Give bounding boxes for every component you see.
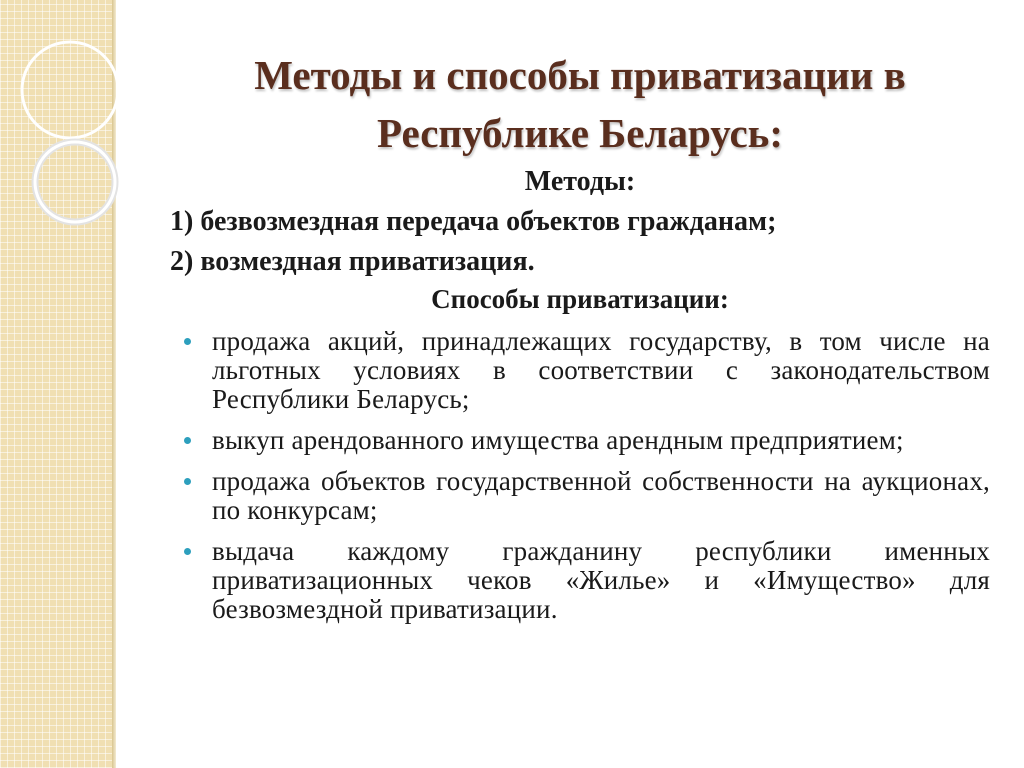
ways-list bbox=[182, 327, 990, 636]
ways-heading: Способы приватизации: bbox=[431, 284, 729, 314]
bullet-icon bbox=[184, 338, 191, 345]
list-item-text: продажа объектов государственной собственности на аукционах, по конкурсам; bbox=[212, 466, 990, 525]
list-item-text: продажа акций, принадлежащих государству, в том числе на льготных условиях в соответствии с законодательством Республики Беларусь; bbox=[212, 326, 990, 414]
list-item bbox=[182, 327, 990, 414]
decorative-rings bbox=[0, 0, 140, 300]
list-item bbox=[182, 467, 990, 525]
list-item bbox=[182, 537, 990, 624]
slide-title bbox=[150, 46, 1010, 162]
bullet-icon bbox=[184, 437, 191, 444]
list-item-text: выкуп арендованного имущества арендным предприятием; bbox=[212, 425, 904, 455]
ring-small-inner bbox=[35, 142, 115, 222]
bullet-icon bbox=[184, 478, 191, 485]
method-item: 1) безвозмездная передача объектов гражданам; bbox=[170, 206, 777, 237]
title-line-1: Методы и способы приватизации в bbox=[254, 52, 906, 98]
bullet-icon bbox=[184, 548, 191, 555]
method-item: 2) возмездная приватизация. bbox=[170, 246, 535, 277]
list-item bbox=[182, 426, 990, 455]
methods-list bbox=[170, 202, 1010, 282]
list-item-text: выдача каждому гражданину республики именных приватизационных чеков «Жилье» и «Имущество» для безвозмездной приватизации. bbox=[212, 536, 990, 624]
methods-heading: Методы: bbox=[524, 166, 636, 197]
title-line-2: Республике Беларусь: bbox=[377, 110, 783, 156]
ring-large bbox=[22, 42, 118, 138]
